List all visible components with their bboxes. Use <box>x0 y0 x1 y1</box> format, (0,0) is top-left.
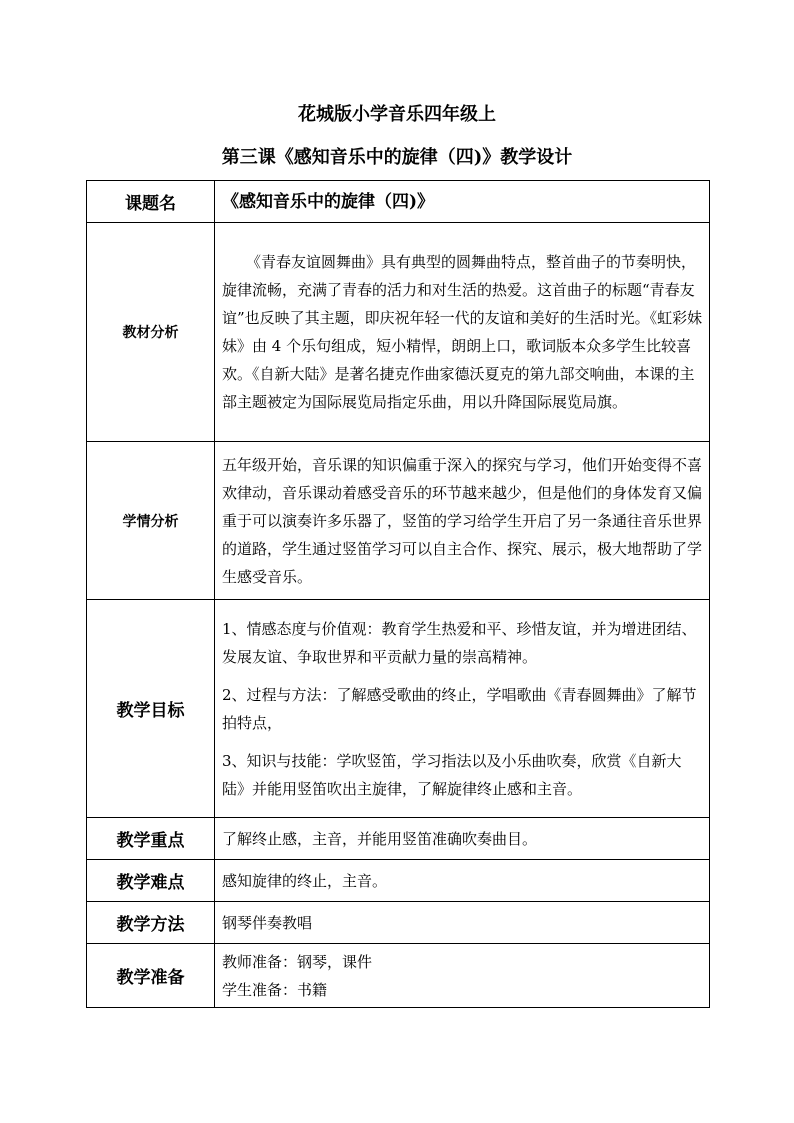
row-material <box>87 223 710 442</box>
students-text: 五年级开始，音乐课的知识偏重于深入的探究与学习，他们开始变得不喜欢律动，音乐课动着感受音乐的环节越来越少，但是他们的身体发育又偏重于可以演奏许多乐器了，竖笛的学习给学生开启了另一条通往音乐世界的道路，学生通过竖笛学习可以自主合作、探究、展示，极大地帮助了学生感受音乐。 <box>215 442 710 600</box>
material-label: 教材分析 <box>87 223 215 442</box>
row-methods <box>87 902 710 944</box>
material-text: 《青春友谊圆舞曲》具有典型的圆舞曲特点，整首曲子的节奏明快，旋律流畅，充满了青春的活力和对生活的热爱。这首曲子的标题“青春友谊”也反映了其主题，即庆祝年轻一代的友谊和美好的生活时光。《虹彩妹妹》由 4 个乐句组成，短小精悍，朗朗上口，歌词版本众多学生比较喜欢。《自新大陆》是著名捷克作曲家德沃夏克的第九部交响曲，本课的主部主题被定为国际展览局指定乐曲，用以升降国际展览局旗。 <box>215 223 710 442</box>
topic-label: 课题名 <box>87 181 215 223</box>
methods-text: 钢琴伴奏教唱 <box>215 902 710 944</box>
key-points-text: 了解终止感，主音，并能用竖笛准确吹奏曲目。 <box>215 818 710 860</box>
preparation-teacher: 教师准备：钢琴，课件 <box>222 952 373 971</box>
lesson-plan-table <box>86 180 710 1008</box>
row-difficulties <box>87 860 710 902</box>
row-goals <box>87 600 710 818</box>
preparation-label: 教学准备 <box>87 944 215 1008</box>
row-key-points <box>87 818 710 860</box>
row-students <box>87 442 710 600</box>
difficulties-label: 教学难点 <box>87 860 215 902</box>
document-title: 花城版小学音乐四年级上 <box>298 104 496 125</box>
goals-label: 教学目标 <box>87 600 215 818</box>
goal-item: 3、知识与技能：学吹竖笛，学习指法以及小乐曲吹奏，欣赏《自新大陆》并能用竖笛吹出主旋律，了解旋律终止感和主音。 <box>222 751 682 798</box>
goals-list <box>215 600 710 818</box>
goal-item: 2、过程与方法：了解感受歌曲的终止，学唱歌曲《青春圆舞曲》了解节拍特点， <box>222 685 697 732</box>
document-subtitle: 第三课《感知音乐中的旋律（四)》教学设计 <box>221 147 573 168</box>
topic-value: 《感知音乐中的旋律（四)》 <box>215 181 710 223</box>
goal-item: 1、情感态度与价值观：教育学生热爱和平、珍惜友谊，并为增进团结、发展友谊、争取世界和平贡献力量的崇高精神。 <box>222 619 697 666</box>
key-points-label: 教学重点 <box>87 818 215 860</box>
methods-label: 教学方法 <box>87 902 215 944</box>
preparation-cell <box>215 944 710 1008</box>
row-topic <box>87 181 710 223</box>
difficulties-text: 感知旋律的终止，主音。 <box>215 860 710 902</box>
students-label: 学情分析 <box>87 442 215 600</box>
preparation-student: 学生准备：书籍 <box>222 980 328 999</box>
row-preparation <box>87 944 710 1008</box>
